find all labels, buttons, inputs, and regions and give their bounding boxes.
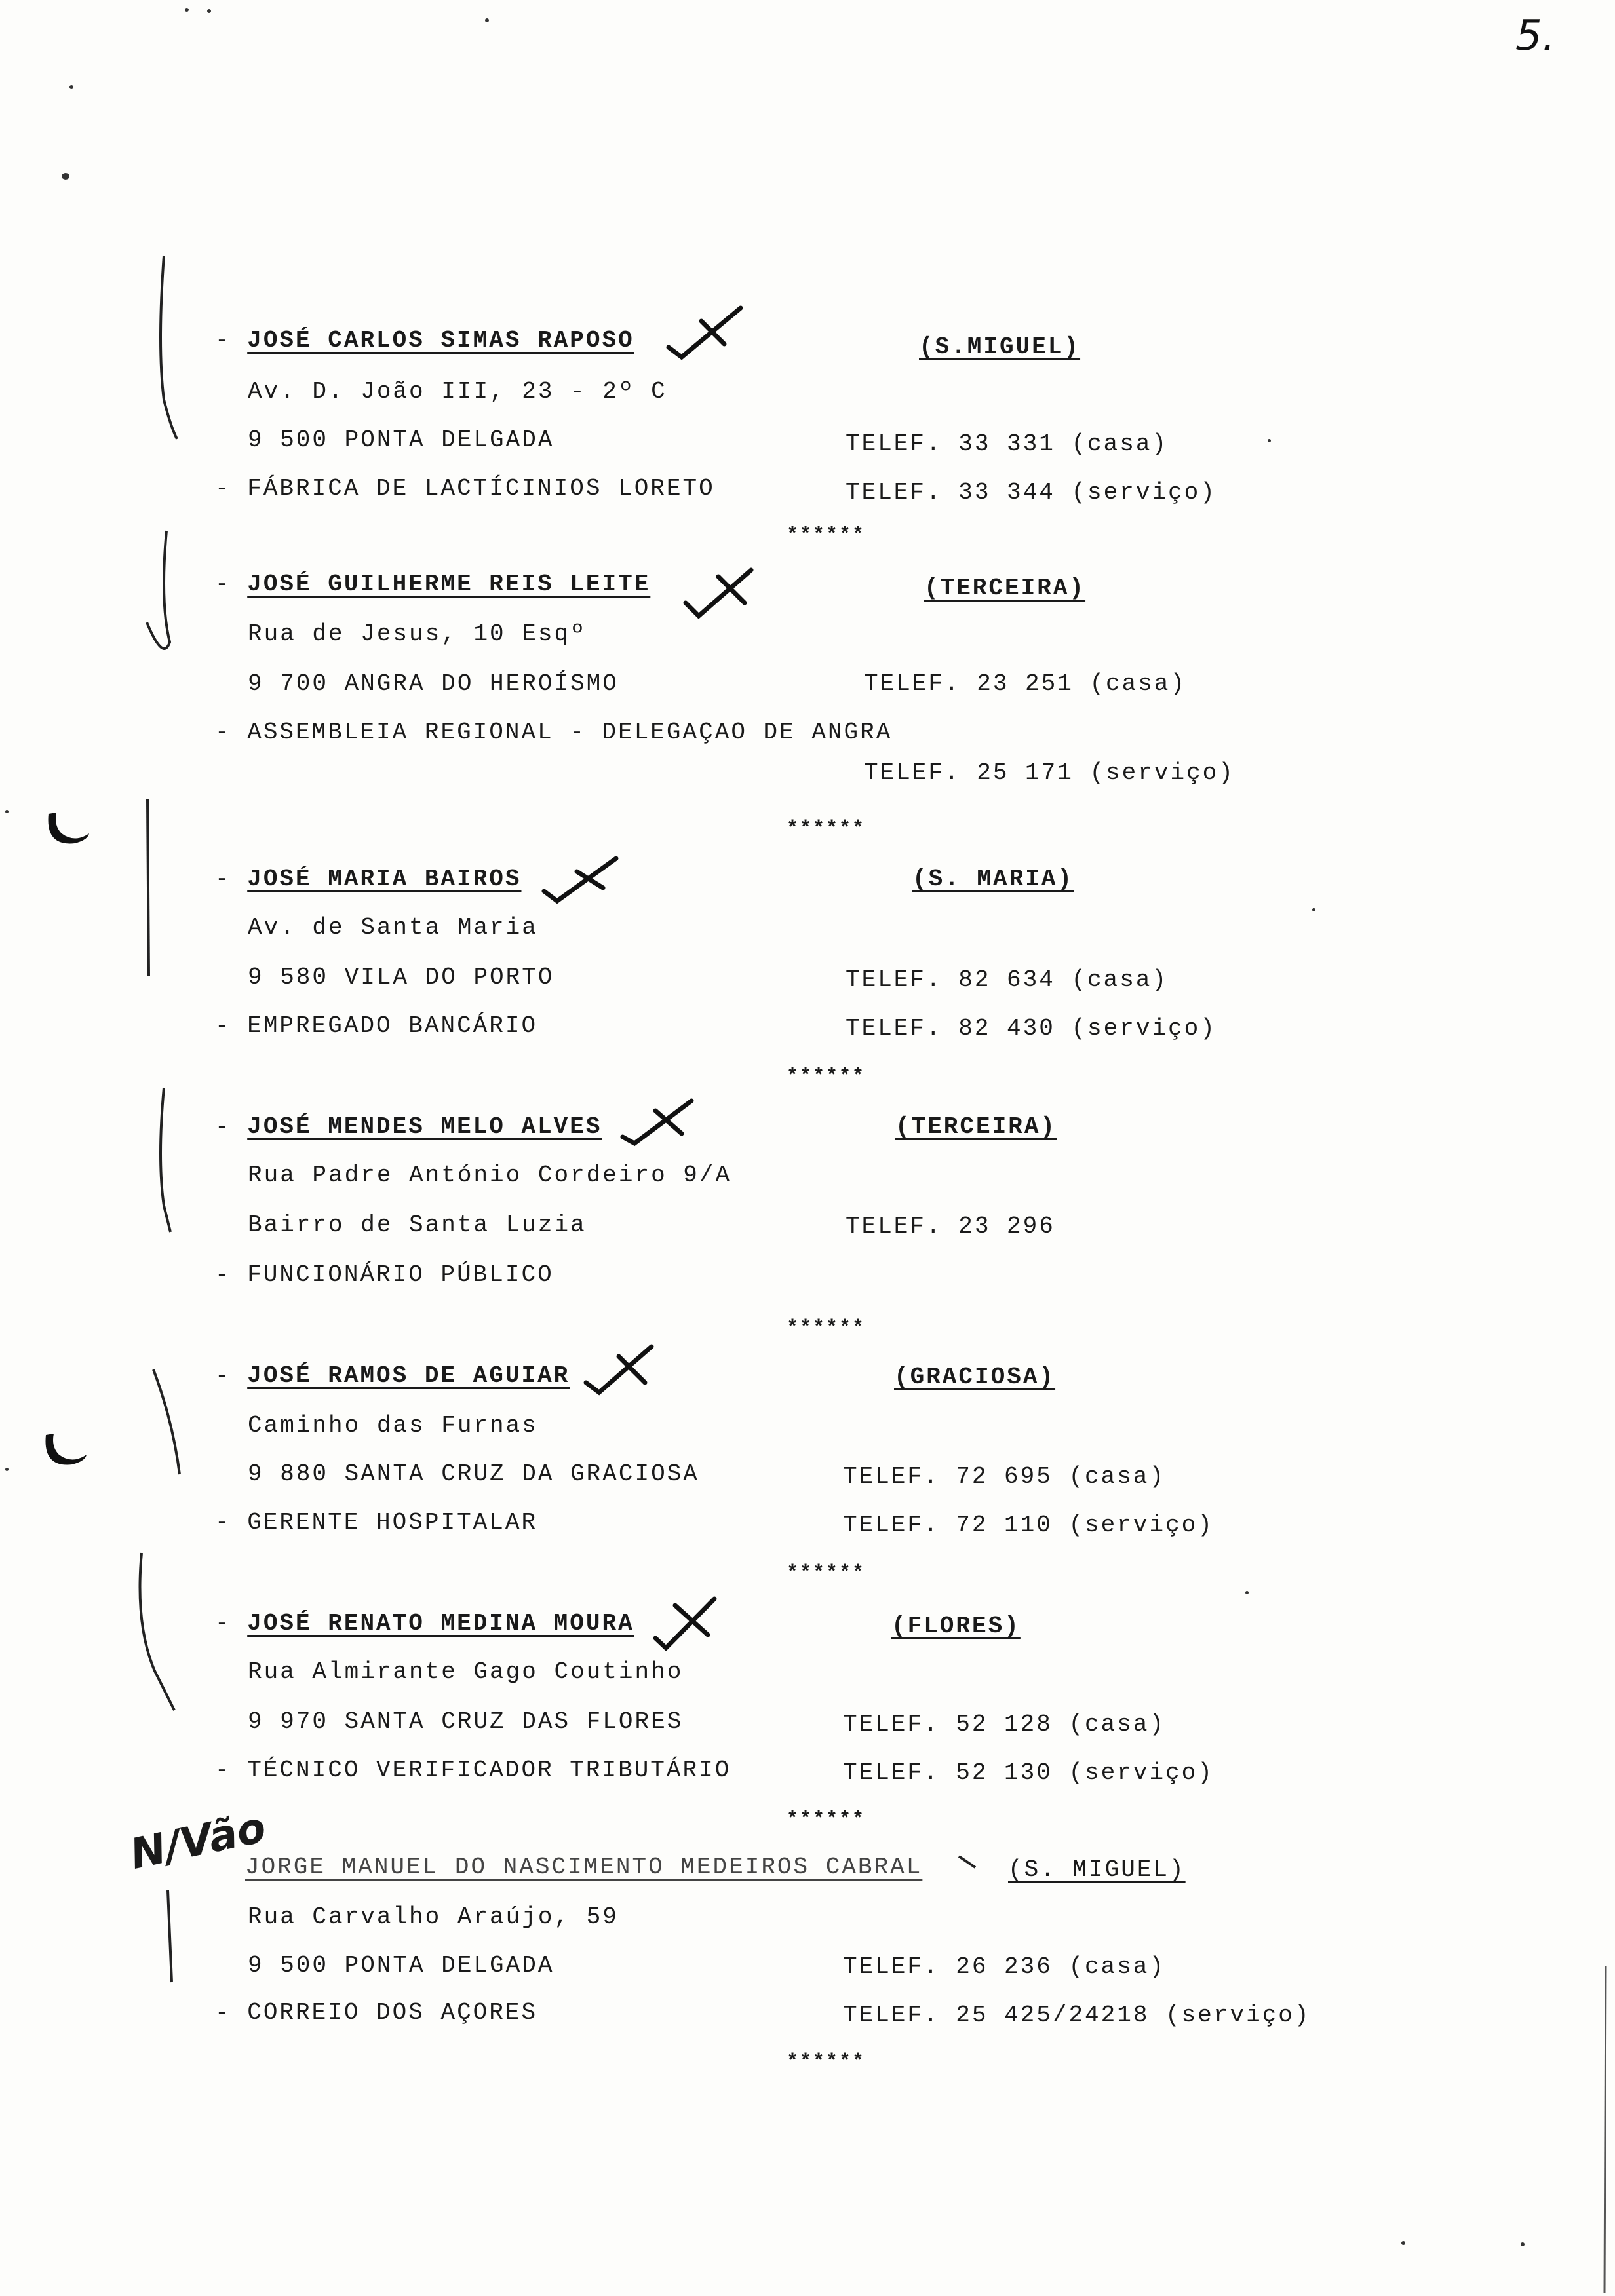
occupation-line: - GERENTE HOSPITALAR [215,1509,538,1536]
separator: ****** [787,1065,866,1088]
separator: ****** [787,1562,866,1584]
entry-name-line: - JOSÉ CARLOS SIMAS RAPOSO [215,327,634,354]
address-line: Rua Almirante Gago Coutinho [248,1658,684,1685]
occupation: EMPREGADO BANCÁRIO [247,1012,538,1039]
page-number: 5. [1515,12,1556,60]
occupation-line: - EMPREGADO BANCÁRIO [215,1012,538,1039]
occupation-line: - CORREIO DOS AÇORES [215,1999,538,2026]
address-line: Av. de Santa Maria [248,914,538,941]
separator: ****** [787,818,866,840]
city-line: 9 580 VILA DO PORTO [248,964,555,991]
entry-name: JOSÉ MARIA BAIROS [247,866,522,892]
occupation: FÁBRICA DE LACTÍCINIOS LORETO [247,475,715,502]
phone-home: TELEF. 23 251 (casa) [864,670,1187,697]
address-line: Rua Padre António Cordeiro 9/A [248,1162,732,1189]
phone-work: TELEF. 25 425/24218 (serviço) [843,2002,1311,2029]
separator: ****** [787,2051,866,2073]
scan-speck [5,1468,9,1471]
occupation-line: - FÁBRICA DE LACTÍCINIOS LORETO [215,475,715,502]
entry-name: JOSÉ RAMOS DE AGUIAR [247,1362,570,1389]
occupation: FUNCIONÁRIO PÚBLICO [247,1261,554,1288]
tick-icon [956,1853,982,1873]
entry-name-line: - JOSÉ MENDES MELO ALVES [215,1113,602,1140]
scan-speck [1521,2242,1525,2246]
city-line: 9 700 ANGRA DO HEROÍSMO [248,670,619,697]
hole-punch-icon [42,807,94,853]
entry-island: (FLORES) [891,1613,1021,1639]
phone-home: TELEF. 33 331 (casa) [846,430,1169,457]
entry-island: (GRACIOSA) [894,1364,1056,1390]
entry-name: JOSÉ GUILHERME REIS LEITE [247,571,651,598]
handwritten-note: N/Vão [126,1803,271,1879]
occupation-line: - ASSEMBLEIA REGIONAL - DELEGAÇAO DE ANGRA [215,719,893,746]
city-line: 9 500 PONTA DELGADA [248,1952,555,1979]
check-mark-icon [649,1586,741,1651]
entry-island: (S.MIGUEL) [919,334,1081,360]
city-line: Bairro de Santa Luzia [248,1212,587,1238]
margin-bracket-icon [147,1363,186,1481]
city-line: 9 500 PONTA DELGADA [248,427,555,453]
entry-name-line: - JOSÉ RAMOS DE AGUIAR [215,1362,570,1389]
entry-name-line: - JOSÉ MARIA BAIROS [215,866,522,892]
address-line: Caminho das Furnas [248,1412,538,1439]
entry-island: (S. MARIA) [912,866,1074,892]
separator: ****** [787,1317,866,1339]
margin-bracket-icon [128,1546,181,1717]
phone-home: TELEF. 72 695 (casa) [843,1463,1166,1490]
scan-speck [1245,1591,1249,1594]
scan-speck [485,18,489,22]
entry-name: JOSÉ CARLOS SIMAS RAPOSO [247,327,634,354]
check-mark-icon [662,295,754,360]
scan-speck [207,9,211,13]
scan-speck [1312,908,1315,911]
occupation-line: - FUNCIONÁRIO PÚBLICO [215,1261,554,1288]
scan-speck [62,173,69,180]
hole-punch-icon [39,1428,92,1474]
scan-speck [69,85,73,89]
margin-bracket-icon [144,249,184,446]
margin-bracket-icon [134,793,161,983]
phone-work: TELEF. 25 171 (serviço) [864,759,1235,786]
phone-home: TELEF. 52 128 (casa) [843,1711,1166,1738]
phone-work: TELEF. 52 130 (serviço) [843,1759,1214,1786]
address-line: Rua de Jesus, 10 Esqº [248,621,587,647]
entry-name-line: - JOSÉ GUILHERME REIS LEITE [215,571,651,598]
margin-bracket-icon [140,524,180,675]
check-mark-icon [679,557,771,622]
entry-island: (S. MIGUEL) [1008,1856,1186,1883]
city-line: 9 970 SANTA CRUZ DAS FLORES [248,1708,684,1735]
entry-island: (TERCEIRA) [895,1113,1057,1140]
check-mark-icon [579,1337,671,1402]
scan-speck [1268,439,1271,442]
occupation: CORREIO DOS AÇORES [247,1999,538,2026]
phone-home: TELEF. 23 296 [846,1213,1055,1240]
margin-bracket-icon [144,1081,177,1238]
margin-bracket-icon [160,1887,180,1985]
entry-name-line: - JOSÉ RENATO MEDINA MOURA [215,1610,634,1637]
separator: ****** [787,1808,866,1831]
phone-work: TELEF. 33 344 (serviço) [846,479,1216,506]
phone-home: TELEF. 82 634 (casa) [846,966,1169,993]
check-mark-icon [616,1088,708,1153]
entry-name: JOSÉ MENDES MELO ALVES [247,1113,602,1140]
occupation-line: - TÉCNICO VERIFICADOR TRIBUTÁRIO [215,1757,731,1784]
phone-work: TELEF. 82 430 (serviço) [846,1015,1216,1042]
entry-name: JOSÉ RENATO MEDINA MOURA [247,1610,634,1637]
scan-speck [5,810,9,813]
address-line: Av. D. João III, 23 - 2º C [248,378,667,405]
occupation: ASSEMBLEIA REGIONAL - DELEGAÇAO DE ANGRA [247,719,893,746]
entry-name: JORGE MANUEL DO NASCIMENTO MEDEIROS CABRAL [245,1854,923,1881]
separator: ****** [787,524,866,546]
phone-work: TELEF. 72 110 (serviço) [843,1512,1214,1539]
occupation: TÉCNICO VERIFICADOR TRIBUTÁRIO [247,1757,731,1784]
city-line: 9 880 SANTA CRUZ DA GRACIOSA [248,1461,699,1487]
entry-island: (TERCEIRA) [924,575,1086,602]
check-mark-icon [537,845,629,911]
scan-speck [1401,2241,1405,2245]
scan-speck [185,8,189,12]
phone-home: TELEF. 26 236 (casa) [843,1953,1166,1980]
address-line: Rua Carvalho Araújo, 59 [248,1904,619,1930]
page-edge-line [1599,1966,1612,2293]
occupation: GERENTE HOSPITALAR [247,1509,538,1536]
entry-name-line [245,1854,922,1881]
